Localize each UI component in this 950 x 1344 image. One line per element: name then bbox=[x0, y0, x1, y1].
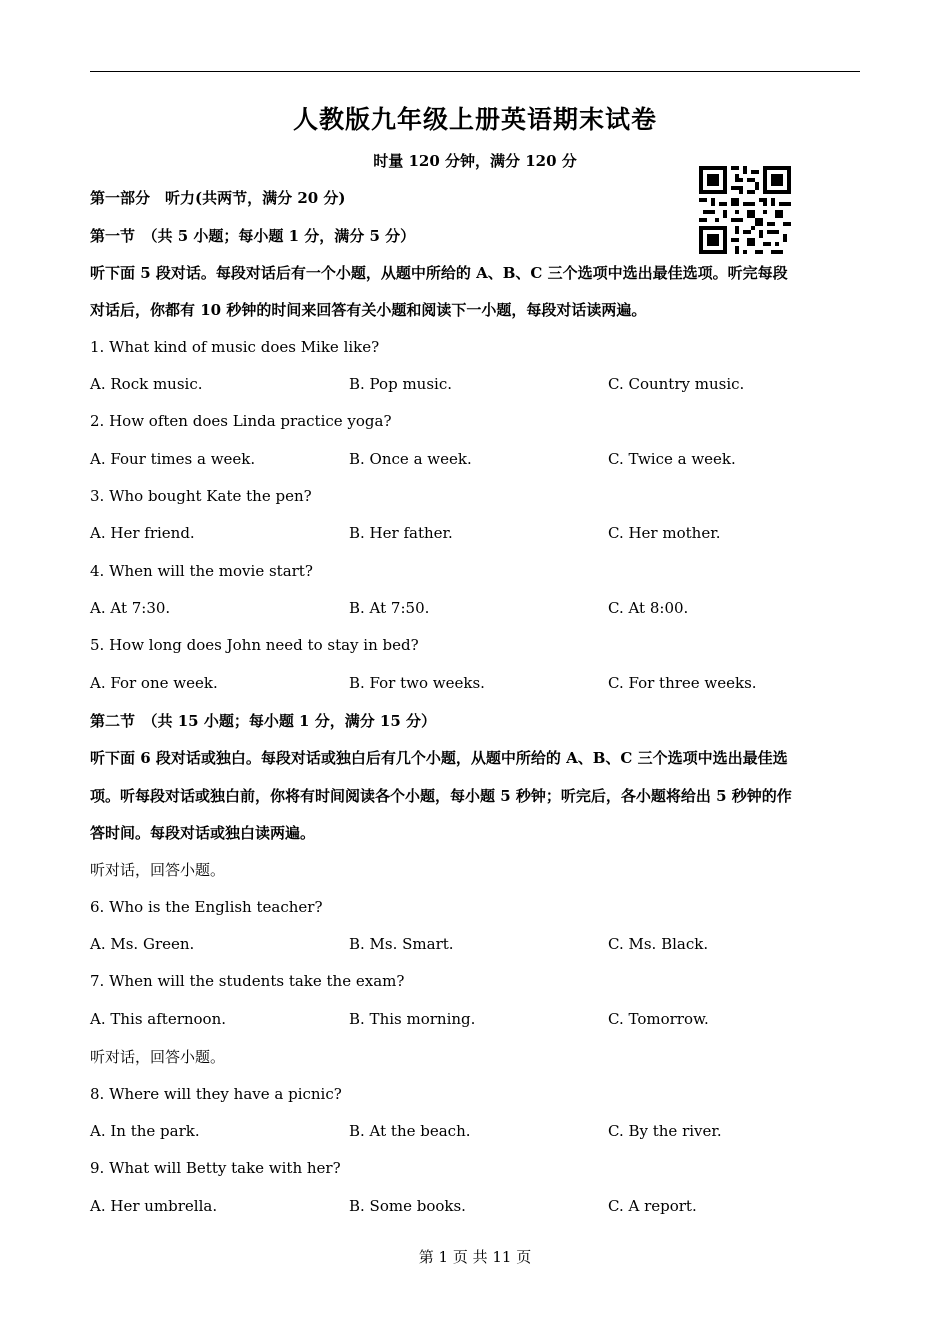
option-c: C. A report. bbox=[608, 1197, 697, 1215]
option-a: A. For one week. bbox=[90, 674, 218, 692]
option-c: C. By the river. bbox=[608, 1122, 722, 1140]
option-b: B. At the beach. bbox=[349, 1122, 471, 1140]
section-two-instructions-cont: 项。听每段对话或独白前，你将有时间阅读各个小题，每小题 5 秒钟；听完后，各小题将给出 5 秒钟的作 bbox=[90, 787, 792, 805]
part-one-heading: 第一部分 听力(共两节，满分 20 分) bbox=[90, 189, 346, 207]
option-b: B. Once a week. bbox=[349, 450, 472, 468]
section-one-instructions: 听下面 5 段对话。每段对话后有一个小题，从题中所给的 A、B、C 三个选项中选出最佳选项。听完每段 bbox=[90, 264, 788, 282]
option-b: B. This morning. bbox=[349, 1010, 476, 1028]
option-c: C. For three weeks. bbox=[608, 674, 757, 692]
option-a: A. At 7:30. bbox=[90, 599, 171, 617]
option-a: A. Four times a week. bbox=[90, 450, 256, 468]
option-b: B. Pop music. bbox=[349, 375, 452, 393]
option-b: B. At 7:50. bbox=[349, 599, 430, 617]
option-b: B. Her father. bbox=[349, 524, 453, 542]
option-c: C. Tomorrow. bbox=[608, 1010, 709, 1028]
question-stem: 3. Who bought Kate the pen? bbox=[90, 487, 312, 505]
question-stem: 1. What kind of music does Mike like? bbox=[90, 338, 380, 356]
qr-code bbox=[699, 166, 791, 254]
question-stem: 5. How long does John need to stay in bed? bbox=[90, 636, 419, 654]
option-a: A. Rock music. bbox=[90, 375, 203, 393]
top-rule bbox=[90, 71, 860, 72]
question-stem: 2. How often does Linda practice yoga? bbox=[90, 412, 392, 430]
option-c: C. Country music. bbox=[608, 375, 745, 393]
section-one-heading: 第一节 （共 5 小题；每小题 1 分，满分 5 分） bbox=[90, 227, 416, 245]
question-stem: 4. When will the movie start? bbox=[90, 562, 313, 580]
listen-prompt: 听对话，回答小题。 bbox=[90, 1048, 226, 1066]
option-c: C. Twice a week. bbox=[608, 450, 736, 468]
page-footer: 第 1 页 共 11 页 bbox=[418, 1248, 532, 1266]
section-two-instructions: 听下面 6 段对话或独白。每段对话或独白后有几个小题，从题中所给的 A、B、C 三个选项中选出最佳选 bbox=[90, 749, 788, 767]
option-a: A. This afternoon. bbox=[90, 1010, 227, 1028]
section-two-heading: 第二节 （共 15 小题；每小题 1 分，满分 15 分） bbox=[90, 712, 437, 730]
question-stem: 7. When will the students take the exam? bbox=[90, 972, 405, 990]
option-a: A. Her umbrella. bbox=[90, 1197, 218, 1215]
option-c: C. Ms. Black. bbox=[608, 935, 709, 953]
option-b: B. For two weeks. bbox=[349, 674, 485, 692]
option-c: C. At 8:00. bbox=[608, 599, 689, 617]
question-stem: 8. Where will they have a picnic? bbox=[90, 1085, 342, 1103]
page-title: 人教版九年级上册英语期末试卷 bbox=[292, 105, 657, 134]
option-a: A. Her friend. bbox=[90, 524, 195, 542]
option-b: B. Some books. bbox=[349, 1197, 466, 1215]
option-a: A. In the park. bbox=[90, 1122, 200, 1140]
option-c: C. Her mother. bbox=[608, 524, 721, 542]
page-subtitle: 时量 120 分钟，满分 120 分 bbox=[373, 152, 577, 170]
listen-prompt: 听对话，回答小题。 bbox=[90, 861, 226, 879]
option-a: A. Ms. Green. bbox=[90, 935, 195, 953]
question-stem: 9. What will Betty take with her? bbox=[90, 1159, 341, 1177]
question-stem: 6. Who is the English teacher? bbox=[90, 898, 323, 916]
section-one-instructions-cont: 对话后，你都有 10 秒钟的时间来回答有关小题和阅读下一小题，每段对话读两遍。 bbox=[90, 301, 647, 319]
option-b: B. Ms. Smart. bbox=[349, 935, 454, 953]
section-two-instructions-end: 答时间。每段对话或独白读两遍。 bbox=[90, 824, 316, 842]
